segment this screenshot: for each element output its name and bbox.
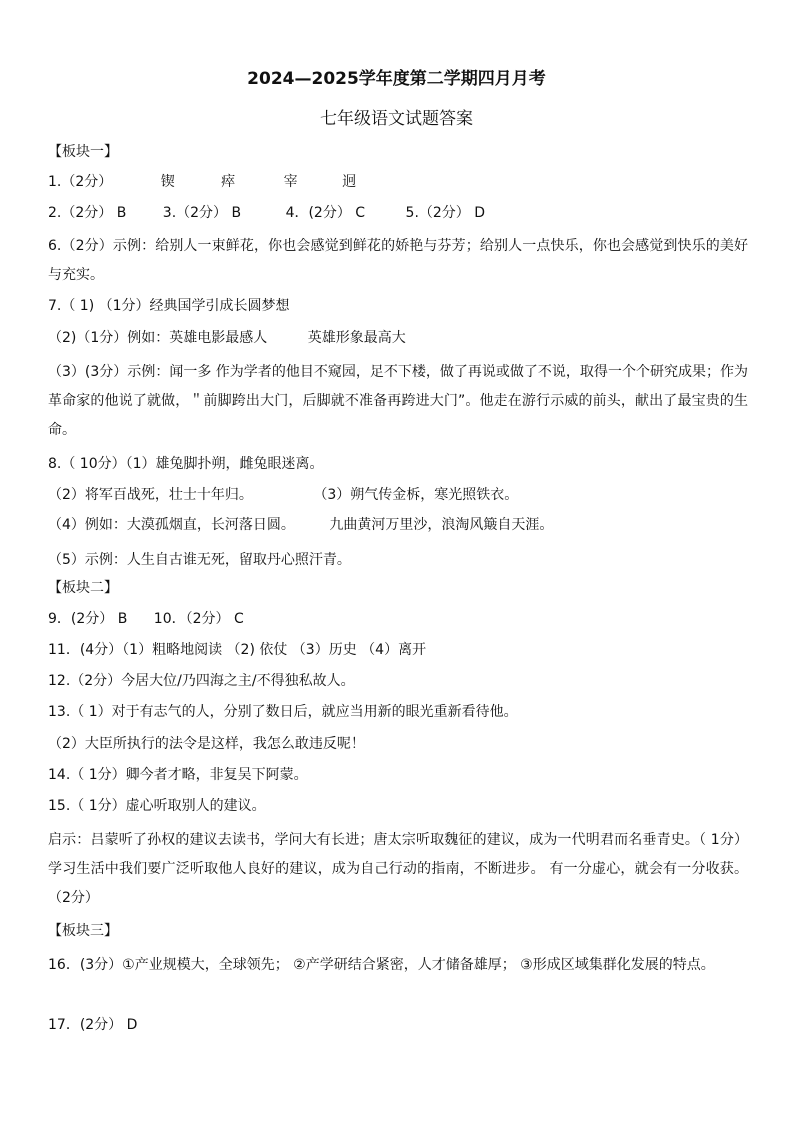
exam-title: 2024—2025学年度第二学期四月月考	[247, 69, 546, 89]
section-heading-1: 【板块一】	[48, 144, 118, 160]
answer-q4: 4．(2分） C	[285, 205, 366, 221]
answer-q7-2	[48, 328, 748, 348]
answer-q5: 5.（2分） D	[405, 205, 486, 221]
answer-q2: 2.（2分） B	[48, 205, 127, 221]
answer-q3: 3.（2分） B	[162, 205, 242, 221]
answer-q6: 6.（2分）示例：给别人一束鲜花，你也会感觉到鲜花的娇艳与芬芳；给别人一点快乐，你也会感觉到快乐的美好与充实。	[48, 238, 748, 283]
answer-q13-1: 13.（ 1）对于有志气的人，分别了数日后，就应当用新的眼光重新看待他。	[48, 704, 518, 720]
answer-q13-2: （2）大臣所执行的法令是这样，我怎么敢违反呢！	[48, 736, 365, 752]
answer-q9-q10	[48, 609, 748, 629]
answer-q8-1: 8.（ 10分）（1）雄兔脚扑朔，雌兔眼迷离。	[48, 456, 324, 472]
answer-q2-q5	[48, 203, 748, 223]
answer-q16: 16．(3分）①产业规模大，全球领先； ②产学研结合紧密，人才储备雄厚； ③形成区域集群化发展的特点。	[48, 957, 715, 973]
answer-inspiration: 启示：吕蒙听了孙权的建议去读书，学问大有长进；唐太宗听取魏征的建议，成为一代明君而名垂青史。（ 1分）学习生活中我们要广泛听取他人良好的建议，成为自己行动的指南，不断进步。 有一分虚心，就会有一分收获。（2分）	[48, 832, 748, 906]
answer-q8-4	[48, 515, 748, 535]
answer-q8-3: （3）朔气传金柝，寒光照铁衣。	[313, 487, 519, 503]
q1-char-2: 瘁	[221, 174, 236, 190]
answer-q7-3: （3）(3分）示例：闻一多 作为学者的他目不窥园，足不下楼，做了再说或做了不说，取得一个个研究成果；作为革命家的他说了就做，＂前脚跨出大门，后脚就不准备再跨进大门”。他走在游行示威的前头，献出了最宝贵的生命。	[48, 364, 748, 438]
answer-q10: 10．（2分） C	[153, 611, 244, 627]
section-heading-3: 【板块三】	[48, 923, 118, 939]
answer-q11: 11．(4分）（1）粗略地阅读 （2) 依仗 （3）历史 （4）离开	[48, 642, 427, 658]
q1-label: 1.（2分）	[48, 174, 113, 190]
answer-q17: 17．(2分） D	[48, 1017, 138, 1033]
answer-q7-1: 7.（ 1) （1分）经典国学引成长圆梦想	[48, 298, 290, 314]
q1-char-1: 锲	[160, 174, 175, 190]
answer-q14: 14.（ 1分）卿今者才略，非复吴下阿蒙。	[48, 767, 308, 783]
q8-4-part-b: 九曲黄河万里沙，浪淘风簸自天涯。	[329, 517, 554, 533]
answer-q8-5: （5）示例：人生自古谁无死，留取丹心照汗青。	[48, 552, 351, 568]
q7-2-part-b: 英雄形象最高大	[307, 330, 406, 346]
q1-char-4: 迥	[342, 174, 357, 190]
answer-q8-2: （2）将军百战死，壮士十年归。	[48, 487, 253, 503]
answer-q12: 12.（2分）今居大位/乃四海之主/不得独私故人。	[48, 673, 355, 689]
q7-2-part-a: （2)（1分）例如：英雄电影最感人	[48, 330, 268, 346]
answer-q15: 15.（ 1分）虚心听取别人的建议。	[48, 798, 266, 814]
section-heading-2: 【板块二】	[48, 580, 118, 596]
answer-q9: 9．(2分） B	[48, 611, 128, 627]
answer-q1	[48, 172, 748, 192]
q1-char-3: 宰	[283, 174, 298, 190]
answer-q8-2-3	[48, 485, 748, 505]
exam-subtitle: 七年级语文试题答案	[320, 109, 473, 129]
q8-4-part-a: （4）例如：大漠孤烟直，长河落日圆。	[48, 517, 295, 533]
